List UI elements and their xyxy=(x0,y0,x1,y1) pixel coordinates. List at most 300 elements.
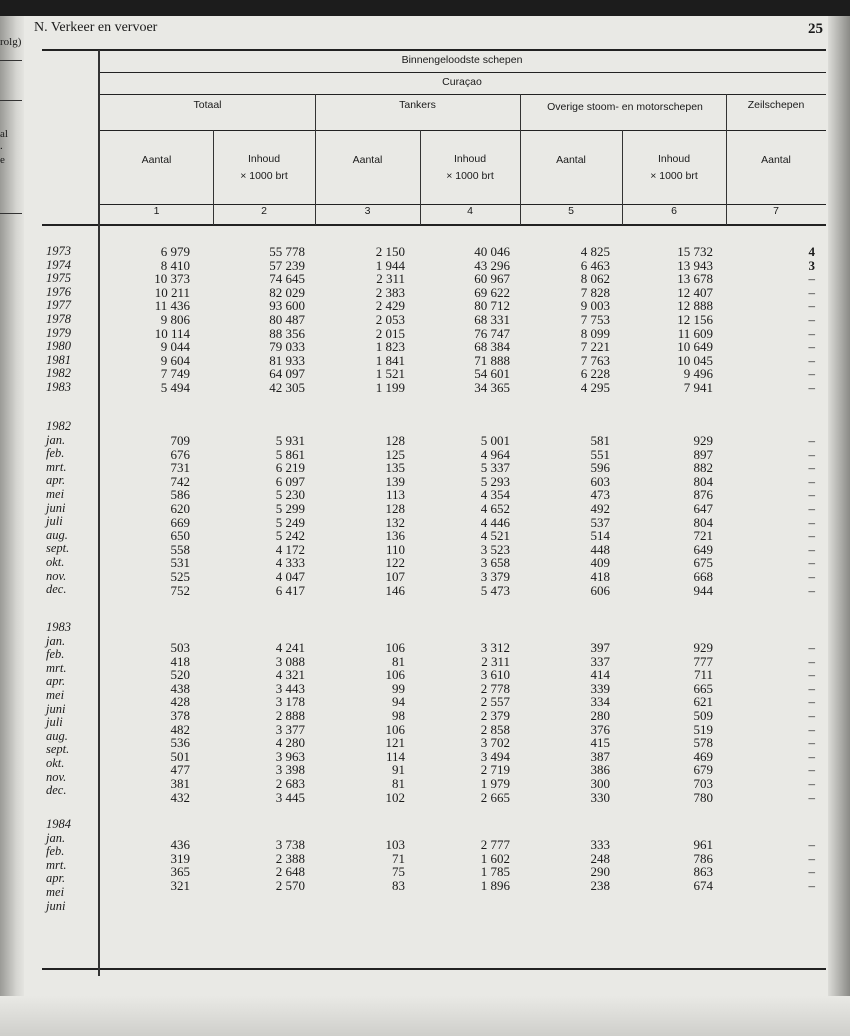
table-cell: – xyxy=(808,446,815,462)
table-top-rule xyxy=(42,49,826,51)
table-cell: 2 429 xyxy=(375,298,405,314)
table-cell: 4 333 xyxy=(275,555,305,571)
table-cell: 882 xyxy=(693,460,713,476)
table-cell: 929 xyxy=(693,433,713,448)
table-cell: 3 178 xyxy=(275,694,305,710)
table-cell: 3 xyxy=(808,257,815,273)
table-cell: 581 xyxy=(590,433,610,448)
table-cell: 3 523 xyxy=(480,541,510,557)
row-label: mrt. xyxy=(46,857,67,872)
table-cell: 387 xyxy=(590,748,610,764)
table-cell: 2 053 xyxy=(375,312,405,327)
table-cell: 10 649 xyxy=(677,339,713,355)
table-cell: 6 228 xyxy=(580,366,610,382)
table-cell: 586 xyxy=(170,487,190,503)
table-cell: 4 652 xyxy=(480,501,510,516)
header-rule xyxy=(98,94,826,95)
row-label: 1979 xyxy=(46,325,71,340)
table-cell: 9 044 xyxy=(160,339,190,355)
table-cell: – xyxy=(808,850,815,866)
row-label: 1973 xyxy=(46,244,71,258)
book-spine-shadow xyxy=(0,16,24,1036)
table-cell: – xyxy=(808,352,815,368)
table-cell: – xyxy=(808,789,815,805)
row-label: feb. xyxy=(46,446,65,461)
column-subheader: Inhoud × 1000 brt xyxy=(240,153,288,182)
table-cell: 1 841 xyxy=(375,352,405,368)
header-rule xyxy=(98,72,826,73)
table-cell: 4 047 xyxy=(275,569,305,584)
page-bottom-shadow xyxy=(0,996,850,1036)
table-cell: 2 648 xyxy=(275,864,305,880)
table-cell: 75 xyxy=(392,864,405,880)
table-cell: 2 311 xyxy=(481,653,510,669)
table-cell: 6 219 xyxy=(275,460,305,476)
table-cell: 376 xyxy=(590,721,610,737)
row-label: aug. xyxy=(46,728,68,743)
table-cell: 9 604 xyxy=(160,352,190,368)
table-cell: 668 xyxy=(693,569,713,584)
table-cell: 136 xyxy=(385,528,405,544)
column-subheader: Aantal xyxy=(141,154,172,166)
table-cell: 2 888 xyxy=(275,708,305,723)
table-cell: 606 xyxy=(590,582,610,598)
table-cell: 330 xyxy=(590,789,610,805)
table-cell: 5 242 xyxy=(275,528,305,544)
section-year-label: 1984 xyxy=(46,817,71,831)
table-cell: 79 033 xyxy=(269,339,305,355)
table-cell: 40 046 xyxy=(474,244,510,259)
table-cell: 365 xyxy=(170,864,190,880)
table-cell: 537 xyxy=(590,514,610,530)
table-cell: 5 001 xyxy=(480,433,510,448)
table-cell: 333 xyxy=(590,837,610,852)
table-cell: 578 xyxy=(693,735,713,751)
table-cell: 4 241 xyxy=(275,640,305,655)
table-cell: 4 354 xyxy=(480,487,510,503)
table-cell: 397 xyxy=(590,640,610,655)
table-cell: 10 211 xyxy=(154,284,190,300)
table-cell: 7 749 xyxy=(160,366,190,382)
table-cell: 3 658 xyxy=(480,555,510,571)
table-cell: 9 806 xyxy=(160,312,190,327)
table-cell: – xyxy=(808,501,815,516)
table-title: Binnengeloodste schepen xyxy=(401,54,523,66)
table-cell: 11 609 xyxy=(677,325,713,341)
row-label: 1975 xyxy=(46,271,71,286)
table-cell: 501 xyxy=(170,748,190,764)
table-cell: 122 xyxy=(385,555,405,571)
table-cell: 319 xyxy=(170,850,190,866)
table-cell: 2 379 xyxy=(480,708,510,723)
table-cell: 103 xyxy=(385,837,405,852)
row-label: mei xyxy=(46,885,65,899)
table-cell: 2 015 xyxy=(375,325,405,341)
column-number: 6 xyxy=(671,205,677,217)
row-label: sept. xyxy=(46,742,70,757)
table-cell: 448 xyxy=(590,541,610,557)
row-label: juni xyxy=(46,701,66,716)
table-cell: 536 xyxy=(170,735,190,751)
table-cell: – xyxy=(808,582,815,598)
table-cell: – xyxy=(808,366,815,382)
table-cell: 4 521 xyxy=(480,528,510,544)
table-cell: – xyxy=(808,339,815,355)
table-cell: 15 732 xyxy=(677,244,713,259)
table-cell: 1 944 xyxy=(375,257,405,273)
table-cell: 83 xyxy=(392,877,405,893)
table-cell: 711 xyxy=(693,667,713,683)
table-cell: 473 xyxy=(590,487,610,503)
table-cell: 113 xyxy=(385,487,405,503)
table-cell: 3 443 xyxy=(275,680,305,696)
table-cell: 438 xyxy=(170,680,190,696)
table-cell: 5 293 xyxy=(480,473,510,489)
row-label: 1976 xyxy=(46,284,71,299)
table-cell: 9 003 xyxy=(580,298,610,314)
table-cell: 80 487 xyxy=(269,312,305,327)
table-cell: 3 494 xyxy=(480,748,510,764)
table-cell: 525 xyxy=(170,569,190,584)
table-cell: 107 xyxy=(385,569,405,584)
table-cell: 703 xyxy=(693,776,713,791)
table-cell: 381 xyxy=(170,776,190,791)
table-cell: 665 xyxy=(693,680,713,696)
row-label: juli xyxy=(46,715,63,730)
table-cell: 675 xyxy=(693,555,713,571)
row-label: feb. xyxy=(46,647,65,662)
table-cell: – xyxy=(808,460,815,476)
scan-top-border xyxy=(0,0,850,16)
section-year-label: 1983 xyxy=(46,620,71,634)
table-cell: 620 xyxy=(170,501,190,516)
table-cell: 94 xyxy=(392,694,405,710)
table-cell: 742 xyxy=(170,473,190,489)
table-cell: 3 377 xyxy=(275,721,305,737)
table-cell: 477 xyxy=(170,762,190,778)
table-cell: 102 xyxy=(385,789,405,805)
table-cell: – xyxy=(808,864,815,880)
table-cell: 3 312 xyxy=(480,640,510,655)
table-cell: 6 463 xyxy=(580,257,610,273)
table-cell: 114 xyxy=(385,748,405,764)
table-cell: 43 296 xyxy=(474,257,510,273)
row-label: mrt. xyxy=(46,660,67,675)
table-cell: 12 888 xyxy=(677,298,713,314)
table-cell: 603 xyxy=(590,473,610,489)
table-cell: 676 xyxy=(170,446,190,462)
table-cell: – xyxy=(808,708,815,723)
column-number: 7 xyxy=(773,205,779,217)
table-cell: 436 xyxy=(170,837,190,852)
facing-page-rule xyxy=(0,60,22,61)
label-column-divider xyxy=(98,50,100,976)
table-cell: 93 600 xyxy=(269,298,305,314)
table-cell: 8 099 xyxy=(580,325,610,341)
row-label: 1980 xyxy=(46,339,71,354)
table-cell: 238 xyxy=(590,877,610,893)
table-cell: 339 xyxy=(590,680,610,696)
table-cell: 3 738 xyxy=(275,837,305,852)
table-cell: 5 931 xyxy=(275,433,305,448)
row-label: nov. xyxy=(46,568,67,583)
table-cell: 961 xyxy=(693,837,713,852)
table-cell: 2 683 xyxy=(275,776,305,791)
row-label: mei xyxy=(46,487,65,501)
row-label: feb. xyxy=(46,844,65,859)
table-cell: 2 383 xyxy=(375,284,405,300)
table-cell: 11 436 xyxy=(154,298,190,314)
table-cell: – xyxy=(808,762,815,778)
row-label: dec. xyxy=(46,783,67,798)
table-cell: 76 747 xyxy=(474,325,510,341)
table-cell: 10 045 xyxy=(677,352,713,368)
table-cell: – xyxy=(808,271,815,287)
row-label: okt. xyxy=(46,555,65,569)
table-cell: 71 xyxy=(392,850,405,866)
table-cell: 4 295 xyxy=(580,380,610,395)
row-label: jan. xyxy=(46,633,66,648)
table-cell: 647 xyxy=(693,501,713,516)
table-cell: – xyxy=(808,298,815,314)
table-cell: 2 778 xyxy=(480,680,510,696)
table-cell: 3 398 xyxy=(275,762,305,778)
table-cell: 42 305 xyxy=(269,380,305,395)
row-label: 1982 xyxy=(46,366,71,381)
table-cell: 7 753 xyxy=(580,312,610,327)
table-cell: 409 xyxy=(590,555,610,571)
table-cell: 418 xyxy=(170,653,190,669)
table-cell: – xyxy=(808,640,815,655)
table-cell: 132 xyxy=(385,514,405,530)
table-cell: – xyxy=(808,721,815,737)
row-label: aug. xyxy=(46,527,68,542)
table-cell: 551 xyxy=(590,446,610,462)
row-label: 1974 xyxy=(46,257,71,272)
table-cell: – xyxy=(808,776,815,791)
table-cell: 428 xyxy=(170,694,190,710)
table-cell: 106 xyxy=(385,640,405,655)
table-cell: 12 156 xyxy=(677,312,713,327)
table-cell: 81 xyxy=(392,653,405,669)
row-label: 1983 xyxy=(46,380,71,394)
table-cell: – xyxy=(808,514,815,530)
table-cell: 1 521 xyxy=(375,366,405,382)
table-cell: 60 967 xyxy=(474,271,510,287)
table-cell: 492 xyxy=(590,501,610,516)
table-cell: 7 828 xyxy=(580,284,610,300)
row-label: nov. xyxy=(46,769,67,784)
table-cell: 415 xyxy=(590,735,610,751)
column-subheader: Aantal xyxy=(352,154,383,166)
table-cell: 13 943 xyxy=(677,257,713,273)
row-label: jan. xyxy=(46,432,66,447)
column-subheader: Inhoud × 1000 brt xyxy=(446,153,494,182)
table-cell: 731 xyxy=(170,460,190,476)
table-cell: 5 861 xyxy=(275,446,305,462)
table-cell: 5 337 xyxy=(480,460,510,476)
table-cell: – xyxy=(808,555,815,571)
table-cell: 514 xyxy=(590,528,610,544)
table-cell: 3 088 xyxy=(275,653,305,669)
table-cell: 5 473 xyxy=(480,582,510,598)
table-cell: 135 xyxy=(385,460,405,476)
table-cell: 88 356 xyxy=(269,325,305,341)
table-cell: 121 xyxy=(385,735,405,751)
table-cell: – xyxy=(808,325,815,341)
chapter-title: N. Verkeer en vervoer xyxy=(34,20,158,35)
table-cell: 300 xyxy=(590,776,610,791)
table-cell: 509 xyxy=(693,708,713,723)
island-header: Curaçao xyxy=(442,76,482,88)
table-cell: 12 407 xyxy=(677,284,713,300)
table-cell: – xyxy=(808,473,815,489)
table-cell: – xyxy=(808,680,815,696)
table-cell: – xyxy=(808,735,815,751)
group-header-overige: Overige stoom- en motorschepen xyxy=(547,101,703,113)
table-cell: 5 249 xyxy=(275,514,305,530)
group-header-totaal: Totaal xyxy=(193,99,222,111)
table-cell: 432 xyxy=(170,789,190,805)
table-cell: 5 299 xyxy=(275,501,305,516)
table-cell: 6 979 xyxy=(160,244,190,259)
table-cell: 74 645 xyxy=(269,271,305,287)
table-cell: 863 xyxy=(693,864,713,880)
table-cell: 531 xyxy=(170,555,190,571)
table-cell: 34 365 xyxy=(474,380,510,395)
table-cell: 1 199 xyxy=(375,380,405,395)
table-cell: 128 xyxy=(385,501,405,516)
table-cell: 5 494 xyxy=(160,380,190,395)
table-cell: 248 xyxy=(590,850,610,866)
row-label: apr. xyxy=(46,473,66,488)
table-cell: 69 622 xyxy=(474,284,510,300)
row-label: juni xyxy=(46,500,66,515)
table-cell: 7 941 xyxy=(683,380,713,395)
table-cell: 520 xyxy=(170,667,190,683)
table-cell: 414 xyxy=(590,667,610,683)
header-bottom-rule xyxy=(42,224,826,226)
table-cell: 596 xyxy=(590,460,610,476)
table-cell: 4 321 xyxy=(275,667,305,683)
row-label: mrt. xyxy=(46,459,67,474)
table-cell: 944 xyxy=(693,582,713,598)
table-cell: 709 xyxy=(170,433,190,448)
table-cell: 1 896 xyxy=(480,877,510,893)
table-cell: – xyxy=(808,528,815,544)
header-rule xyxy=(98,130,826,131)
table-cell: 418 xyxy=(590,569,610,584)
table-cell: 786 xyxy=(693,850,713,866)
column-number: 3 xyxy=(364,205,371,217)
table-cell: 669 xyxy=(170,514,190,530)
table-cell: 2 777 xyxy=(480,837,510,852)
table-cell: 68 331 xyxy=(474,312,510,327)
row-label: apr. xyxy=(46,674,66,689)
column-subheader: Inhoud × 1000 brt xyxy=(650,153,698,182)
table-cell: 280 xyxy=(590,708,610,723)
facing-page-fragment: . xyxy=(0,140,3,152)
table-cell: 110 xyxy=(385,541,405,557)
table-cell: 752 xyxy=(170,582,190,598)
table-cell: 649 xyxy=(693,541,713,557)
table-cell: 4 172 xyxy=(275,541,305,557)
page-right-edge xyxy=(828,16,850,1036)
table-cell: 503 xyxy=(170,640,190,655)
row-label: dec. xyxy=(46,582,67,597)
row-label: apr. xyxy=(46,871,66,886)
table-cell: 146 xyxy=(385,582,405,598)
table-cell: 519 xyxy=(693,721,713,737)
table-cell: 68 384 xyxy=(474,339,510,355)
table-cell: 804 xyxy=(693,473,713,489)
column-number: 4 xyxy=(467,205,473,217)
table-cell: 469 xyxy=(693,748,713,764)
table-cell: – xyxy=(808,877,815,893)
table-cell: 2 388 xyxy=(275,850,305,866)
table-cell: 106 xyxy=(385,667,405,683)
table-cell: 4 825 xyxy=(580,244,610,259)
table-cell: 80 712 xyxy=(474,298,510,314)
table-cell: 98 xyxy=(392,708,405,723)
table-cell: 2 858 xyxy=(480,721,510,737)
table-cell: 3 702 xyxy=(480,735,510,751)
table-cell: 81 933 xyxy=(269,352,305,368)
table-cell: 876 xyxy=(693,487,713,503)
table-cell: 2 150 xyxy=(375,244,405,259)
table-cell: – xyxy=(808,541,815,557)
group-header-zeilschepen: Zeilschepen xyxy=(747,99,805,111)
table-cell: – xyxy=(808,433,815,448)
table-cell: 54 601 xyxy=(474,366,510,382)
table-cell: 378 xyxy=(170,708,190,723)
table-cell: – xyxy=(808,380,815,395)
table-cell: – xyxy=(808,487,815,503)
table-cell: 679 xyxy=(693,762,713,778)
table-cell: 128 xyxy=(385,433,405,448)
table-cell: 4 280 xyxy=(275,735,305,751)
table-cell: 897 xyxy=(693,446,713,462)
table-cell: 482 xyxy=(170,721,190,737)
table-cell: 8 410 xyxy=(160,257,190,273)
table-cell: 81 xyxy=(392,776,405,791)
table-cell: 99 xyxy=(392,680,405,696)
table-cell: – xyxy=(808,569,815,584)
table-cell: 57 239 xyxy=(269,257,305,273)
table-cell: 290 xyxy=(590,864,610,880)
facing-page-fragment: rolg) xyxy=(0,36,22,48)
table-cell: 9 496 xyxy=(683,366,713,382)
table-cell: – xyxy=(808,284,815,300)
table-cell: – xyxy=(808,748,815,764)
table-cell: – xyxy=(808,667,815,683)
table-cell: 71 888 xyxy=(474,352,510,368)
table-cell: 721 xyxy=(693,528,713,544)
table-cell: 337 xyxy=(590,653,610,669)
table-cell: 4 xyxy=(808,244,815,259)
table-cell: 1 785 xyxy=(480,864,510,880)
table-cell: 6 417 xyxy=(275,582,305,598)
table-cell: 13 678 xyxy=(677,271,713,287)
table-cell: 2 719 xyxy=(480,762,510,778)
table-cell: 2 570 xyxy=(275,877,305,893)
facing-page-fragment: al xyxy=(0,128,8,140)
table-cell: 777 xyxy=(693,653,713,669)
table-cell: 55 778 xyxy=(269,244,305,259)
table-cell: 804 xyxy=(693,514,713,530)
table-cell: 82 029 xyxy=(269,284,305,300)
table-cell: – xyxy=(808,312,815,327)
